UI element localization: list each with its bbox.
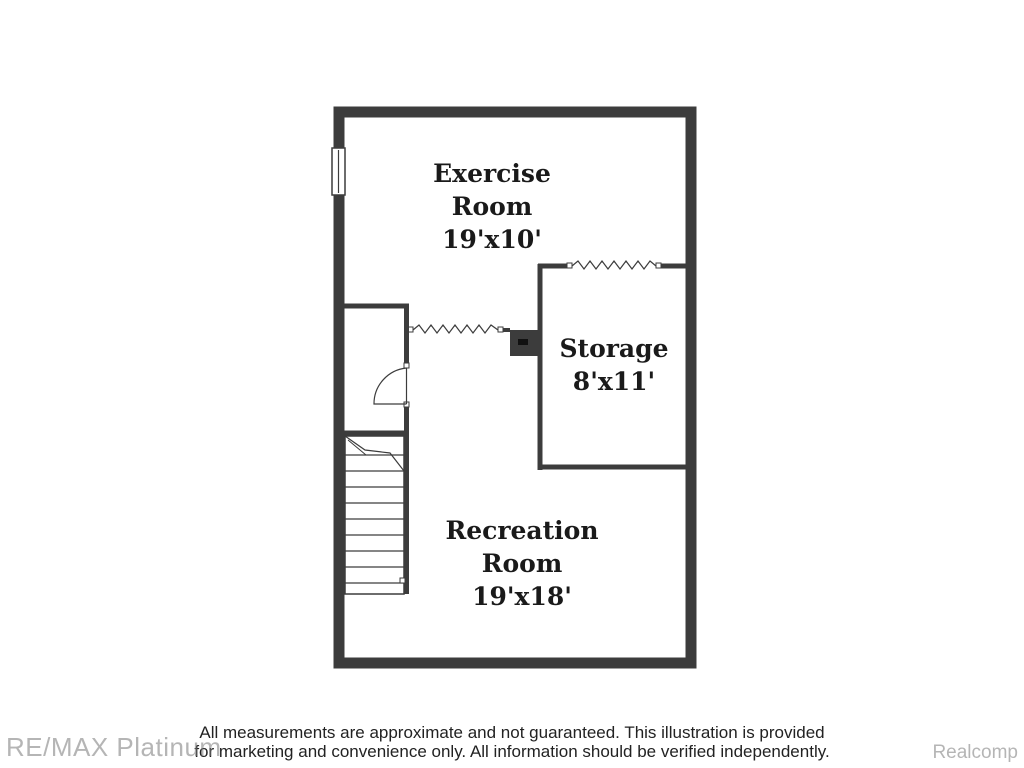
recreation-room-name-line2: Room	[481, 549, 563, 578]
recreation-room-label	[422, 514, 622, 613]
bifold-door-icon	[567, 261, 661, 269]
exercise-room-name-line2: Room	[451, 192, 533, 221]
storage-room-dimensions: 8'x11'	[572, 367, 656, 396]
storage-room-label	[544, 332, 684, 398]
stairs-icon	[345, 436, 405, 594]
mls-watermark: Realcomp	[932, 742, 1018, 763]
disclaimer-line-2: for marketing and convenience only. All information should be verified independently.	[194, 742, 830, 761]
exercise-room-dimensions: 19'x10'	[442, 225, 542, 254]
disclaimer-line-1: All measurements are approximate and not guaranteed. This illustration is provided	[199, 723, 825, 742]
closet-bifold-door-icon	[408, 325, 510, 333]
exercise-room-label	[392, 157, 592, 256]
brokerage-watermark: RE/MAX Platinum	[6, 732, 222, 762]
column-icon	[510, 330, 538, 356]
recreation-room-name-line1: Recreation	[445, 516, 599, 545]
window-icon	[332, 148, 345, 195]
exercise-room-name-line1: Exercise	[433, 159, 551, 188]
swing-door-icon	[374, 363, 409, 407]
recreation-room-dimensions: 19'x18'	[472, 582, 572, 611]
storage-room-name: Storage	[559, 334, 669, 363]
